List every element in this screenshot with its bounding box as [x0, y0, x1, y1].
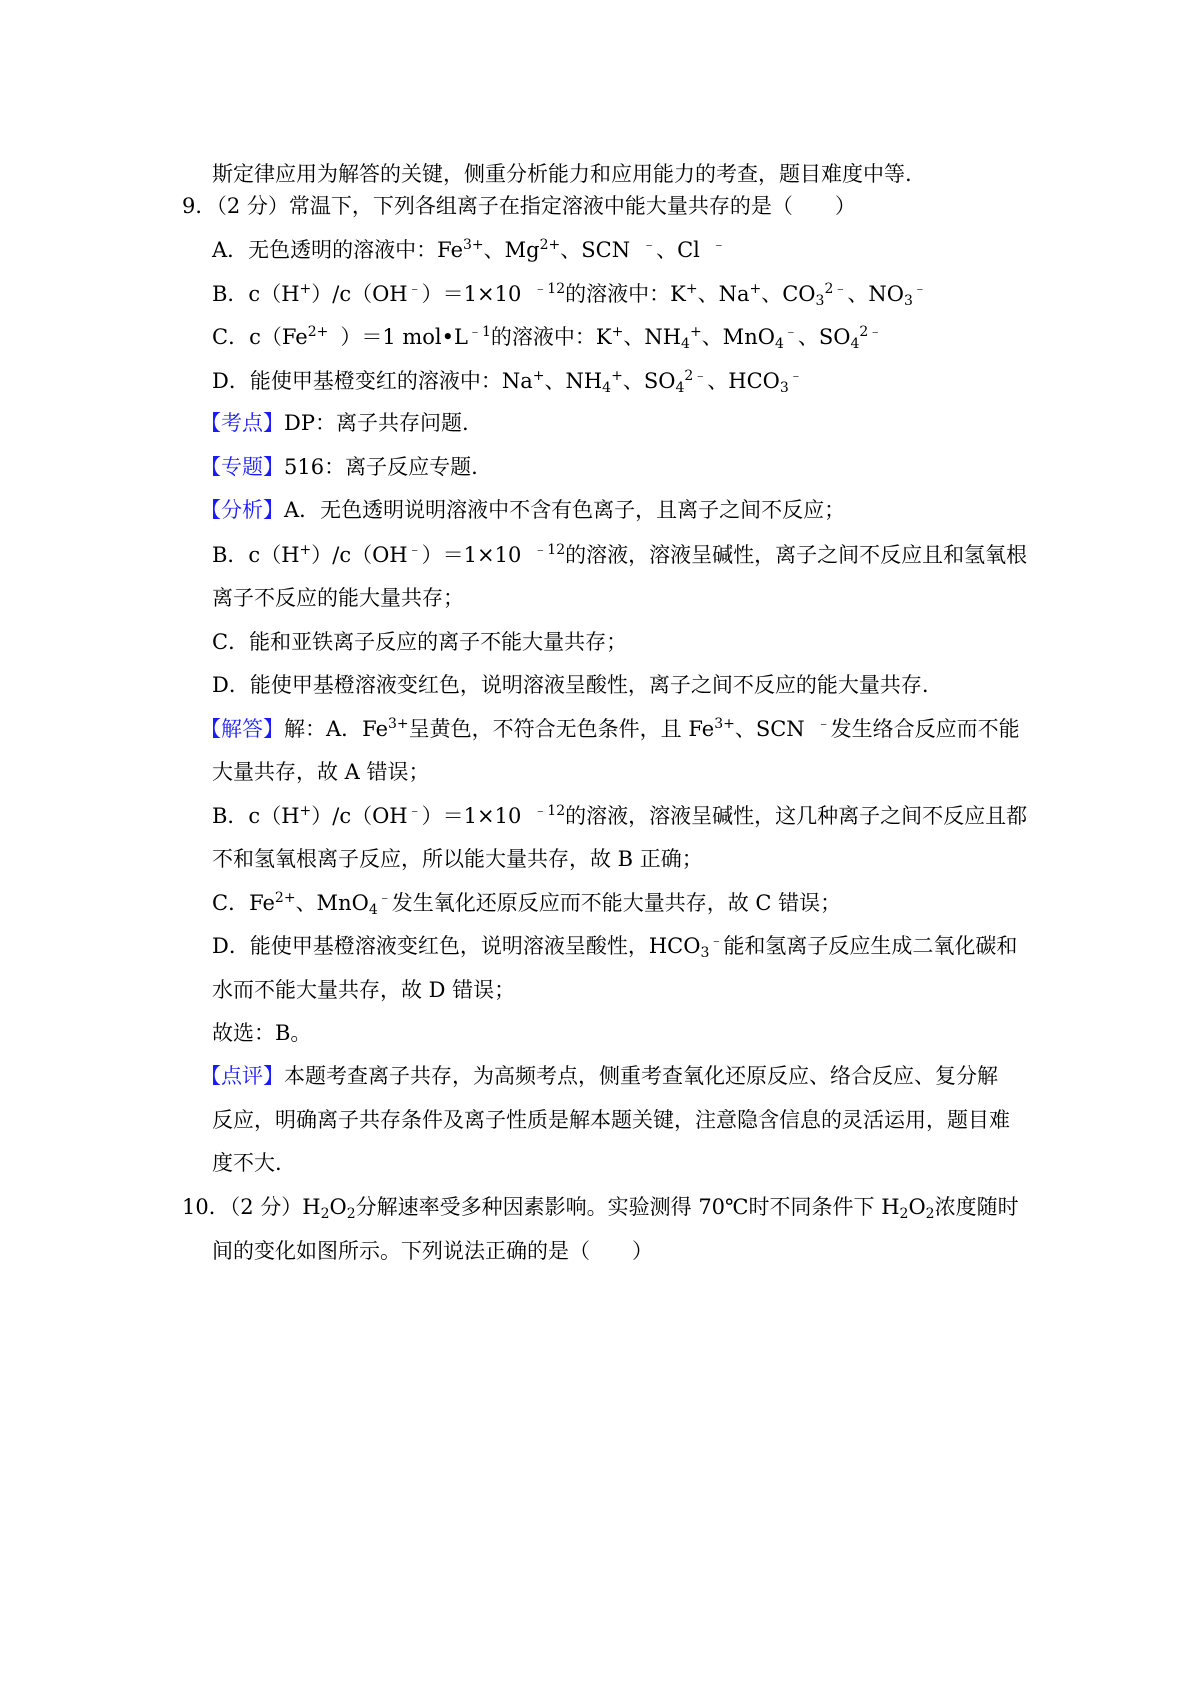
fenxi-b-line: B．c（H+）/c（OH﹣）＝1×10 $^{﹣12}$的溶液，溶液呈碱性，离子之间不反应且和氢氧根 — [212, 542, 1028, 567]
q9-option-c: C．$c(Fe^{2+}$ ）＝1 $mol•L^{﹣1}$的溶液中：K+、$NH_4^+$、MnO$_4$﹣、$SO_4^{2﹣}$ — [212, 324, 883, 352]
q9-option-a: A．无色透明的溶液中：$Fe^{3+}$、$Mg^{2+}$、SCN ﹣、Cl ﹣ — [212, 237, 726, 262]
fenxi-line: 【分析】A．无色透明说明溶液中不含有色离子，且离子之间不反应； — [200, 498, 846, 522]
dianping-tag: 【点评】 — [200, 1064, 284, 1088]
jieda-d-line: D．能使甲基橙溶液变红色，说明溶液呈酸性，$HCO_3^﹣$能和氢离子反应生成二氧化碳和 — [212, 933, 1018, 961]
fenxi-b-cont: 离子不反应的能大量共存； — [212, 586, 464, 610]
jieda-c-line: C．$Fe^{2+}$、MnO$_4$﹣发生氧化还原反应而不能大量共存，故 C 错误； — [212, 890, 842, 918]
zhuanti-line: 【专题】516：离子反应专题. — [200, 455, 478, 479]
jieda-tag: 【解答】 — [200, 717, 284, 741]
kaodian-tag: 【考点】 — [200, 411, 284, 435]
dianping-line-1: 【点评】本题考查离子共存，为高频考点，侧重考查氧化还原反应、络合反应、复分解 — [200, 1064, 998, 1088]
jieda-a-line: 【解答】解：A．$Fe^{3+}$呈黄色，不符合无色条件，且 $Fe^{3+}$、SCN ﹣发生络合反应而不能 — [200, 716, 1020, 741]
answer-line: 故选：B。 — [212, 1021, 312, 1045]
fenxi-d-line: D．能使甲基橙溶液变红色，说明溶液呈酸性，离子之间不反应的能大量共存. — [212, 673, 929, 697]
dianping-line-3: 度不大. — [212, 1151, 282, 1175]
q9-option-d: D．能使甲基橙变红的溶液中：Na+、$NH_4^+$、$SO_4^{2﹣}$、$HCO_3^﹣$ — [212, 368, 803, 396]
jieda-b-line: B．c（H+）/c（OH﹣）＝1×10 $^{﹣12}$的溶液，溶液呈碱性，这几种离子之间不反应且都 — [212, 803, 1028, 828]
intro-line: 斯定律应用为解答的关键，侧重分析能力和应用能力的考查，题目难度中等. — [212, 162, 912, 186]
kaodian-line: 【考点】DP：离子共存问题. — [200, 411, 469, 435]
fenxi-tag: 【分析】 — [200, 498, 284, 522]
zhuanti-tag: 【专题】 — [200, 455, 284, 479]
question-10-stem: 10．（2 分）$H_2O_2$分解速率受多种因素影响。实验测得 70℃时不同条件下 $H_2O_2$浓度随时 — [182, 1195, 1019, 1222]
dianping-line-2: 反应，明确离子共存条件及离子性质是解本题关键，注意隐含信息的灵活运用，题目难 — [212, 1108, 1010, 1132]
jieda-a-cont: 大量共存，故 A 错误； — [212, 760, 430, 784]
question-9-stem: 9．（2 分）常温下，下列各组离子在指定溶液中能大量共存的是（ ） — [182, 194, 856, 218]
fenxi-c-line: C．能和亚铁离子反应的离子不能大量共存； — [212, 630, 628, 654]
jieda-d-cont: 水而不能大量共存，故 D 错误； — [212, 978, 516, 1002]
question-10-cont: 间的变化如图所示。下列说法正确的是（ ） — [212, 1239, 653, 1263]
jieda-b-cont: 不和氢氧根离子反应，所以能大量共存，故 B 正确； — [212, 847, 703, 871]
q9-option-b: B．c（H+）/c（OH﹣）＝1×10 $^{﹣12}$的溶液中：K+、Na+、$CO_3^{2﹣}$、$NO_3^﹣$ — [212, 281, 927, 309]
